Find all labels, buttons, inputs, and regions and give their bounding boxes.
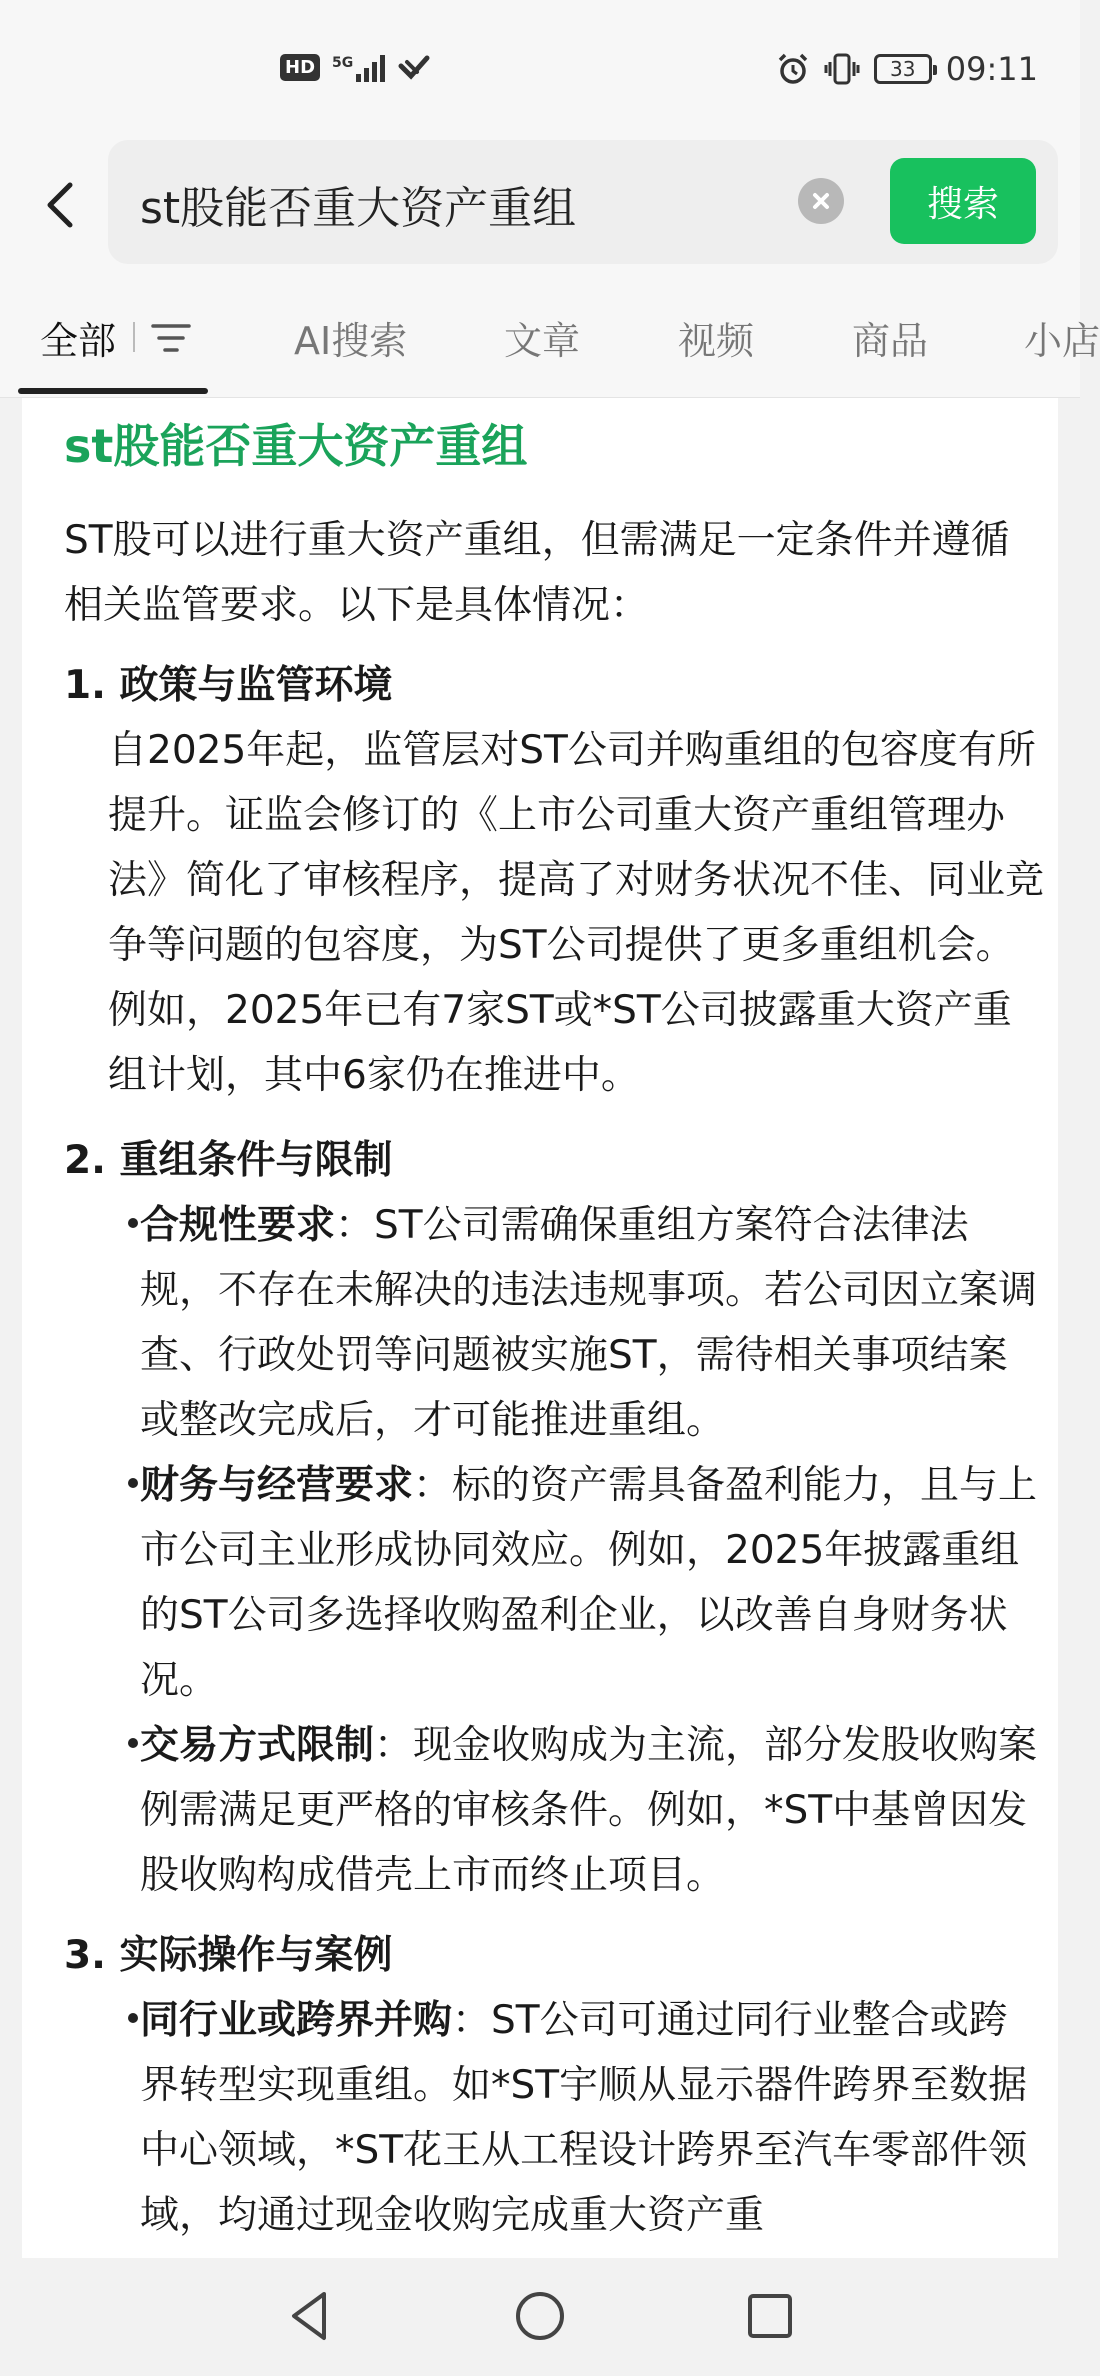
search-input[interactable]: st股能否重大资产重组 bbox=[140, 183, 577, 234]
search-bar[interactable] bbox=[108, 140, 1058, 264]
clear-search-button[interactable] bbox=[798, 178, 844, 224]
alarm-icon bbox=[776, 52, 810, 86]
close-icon bbox=[810, 190, 832, 212]
bullet-icon bbox=[128, 1738, 138, 1748]
clock: 09:11 bbox=[945, 50, 1038, 88]
hd-icon: HD bbox=[280, 54, 320, 81]
system-nav-bar bbox=[0, 2258, 1080, 2376]
answer-title: st股能否重大资产重组 bbox=[64, 419, 528, 473]
bullet-icon bbox=[128, 1218, 138, 1228]
section-body: 自2025年起，监管层对ST公司并购重组的包容度有所提升。证监会修订的《上市公司重大资产重组管理办法》简化了审核程序，提高了对财务状况不佳、同业竞争等问题的包容度，为ST公司提供了更多重组机会。例如，2025年已有7家ST或*ST公司披露重大资产重组计划，其中6家仍在推进中。 bbox=[108, 728, 1045, 1098]
bullet-icon bbox=[128, 1478, 138, 1488]
bullet-icon bbox=[128, 2013, 138, 2023]
tab-stores[interactable]: 小店 bbox=[1024, 319, 1100, 363]
search-button[interactable]: 搜索 bbox=[890, 158, 1036, 244]
tab-articles[interactable]: 文章 bbox=[504, 319, 581, 363]
bullet-label: 交易方式限制 bbox=[140, 1723, 375, 1768]
network-label: 5G bbox=[332, 55, 354, 71]
list-item bbox=[140, 1453, 1044, 1713]
bullet-label: 同行业或跨界并购 bbox=[140, 1998, 453, 2043]
tab-ai-search[interactable]: AI搜索 bbox=[294, 319, 408, 363]
vibrate-icon bbox=[824, 52, 860, 86]
battery-level: 33 bbox=[890, 57, 916, 81]
bullet-label: 合规性要求 bbox=[140, 1203, 336, 1248]
battery-icon bbox=[874, 54, 932, 84]
bullet-text: ：标的资产需具备盈利能力，且与上市公司主业形成协同效应。例如，2025年披露重组的ST公司多选择收购盈利企业，以改善自身财务状况。 bbox=[140, 1463, 1038, 1703]
tab-products[interactable]: 商品 bbox=[852, 319, 929, 363]
nav-home-icon[interactable] bbox=[510, 2286, 570, 2346]
ai-answer-card bbox=[22, 398, 1058, 2258]
tab-bar bbox=[0, 270, 1100, 398]
answer-intro: ST股可以进行重大资产重组，但需满足一定条件并遵循相关监管要求。以下是具体情况： bbox=[64, 518, 1010, 628]
status-right bbox=[776, 50, 1038, 88]
bullet-text: ：现金收购成为主流，部分发股收购案例需满足更严格的审核条件。例如，*ST中基曾因发股收购构成借壳上市而终止项目。 bbox=[140, 1723, 1038, 1898]
wifi-icon bbox=[397, 52, 431, 82]
bullet-text: ：ST公司可通过同行业整合或跨界转型实现重组。如*ST宇顺从显示器件跨界至数据中心领域，*ST花王从工程设计跨界至汽车零部件领域，均通过现金收购完成重大资产重 bbox=[140, 1998, 1028, 2238]
tab-videos[interactable]: 视频 bbox=[678, 319, 755, 363]
nav-recents-icon[interactable] bbox=[740, 2286, 800, 2346]
list-item bbox=[140, 1713, 1044, 1908]
back-arrow-icon[interactable] bbox=[40, 175, 80, 235]
filter-icon[interactable] bbox=[150, 322, 192, 354]
status-left bbox=[280, 52, 431, 82]
active-tab-indicator bbox=[18, 388, 208, 394]
nav-back-icon[interactable] bbox=[280, 2286, 340, 2346]
signal-icon bbox=[332, 52, 385, 82]
section-heading: 1. 政策与监管环境 bbox=[64, 663, 393, 708]
list-item bbox=[140, 1193, 1044, 1453]
status-bar bbox=[0, 0, 1080, 140]
bullet-text: ：ST公司需确保重组方案符合法律法规，不存在未解决的违法违规事项。若公司因立案调查、行政处罚等问题被实施ST，需待相关事项结案或整改完成后，才可能推进重组。 bbox=[140, 1203, 1038, 1443]
section-heading: 3. 实际操作与案例 bbox=[64, 1933, 393, 1978]
bullet-label: 财务与经营要求 bbox=[140, 1463, 414, 1508]
section-heading: 2. 重组条件与限制 bbox=[64, 1138, 393, 1183]
tab-divider bbox=[133, 322, 135, 352]
list-item bbox=[140, 1988, 1044, 2248]
search-header bbox=[0, 140, 1080, 270]
tab-all[interactable]: 全部 bbox=[40, 319, 117, 363]
